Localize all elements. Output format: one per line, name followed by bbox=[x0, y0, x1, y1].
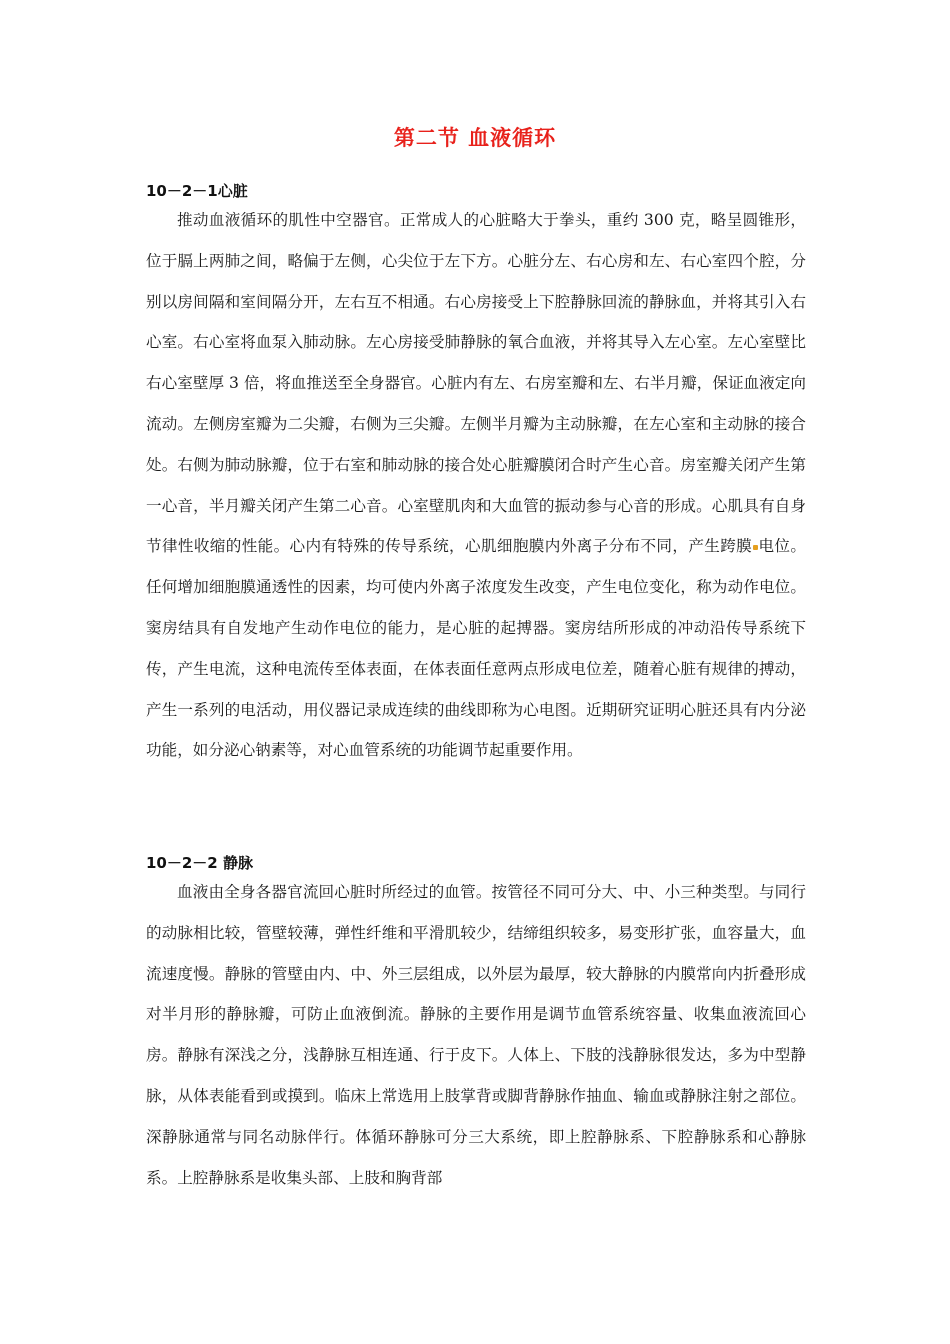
page-title: 第二节 血液循环 bbox=[393, 126, 557, 150]
section-paragraph-heart bbox=[146, 200, 806, 771]
section-heading-heart: 10－2－1心脏 bbox=[146, 182, 248, 200]
paragraph-text-part1: 推动血液循环的肌性中空器官。正常成人的心脏略大于拳头，重约 300 克，略呈圆锥形，位于膈上两肺之间，略偏于左侧，心尖位于左下方。心脏分左、右心房和左、右心室四个腔，分别以房间隔和室间隔分开，左右互不相通。右心房接受上下腔静脉回流的静脉血，并将其引入右心室。右心室将血泵入肺动脉。左心房接受肺静脉的氧合血液，并将其导入左心室。左心室壁比右心室壁厚 3 倍，将血推送至全身器官。心脏内有左、右房室瓣和左、右半月瓣，保证血液定向流动。左侧房室瓣为二尖瓣，右侧为三尖瓣。左侧半月瓣为主动脉瓣，在左心室和主动脉的接合处。右侧为肺动脉瓣，位于右室和肺动脉的接合处心脏瓣膜闭合时产生心音。房室瓣关闭产生第一心音，半月瓣关闭产生第二心音。心室壁肌肉和大血管的振动参与心音的形成。心肌具有自身节律性收缩的性能。心内有特殊的传导系统，心肌细胞膜内外离子分布不同，产生跨膜 bbox=[146, 211, 806, 556]
section-paragraph-veins: 血液由全身各器官流回心脏时所经过的血管。按管径不同可分大、中、小三种类型。与同行的动脉相比较，管壁较薄，弹性纤维和平滑肌较少，结缔组织较多，易变形扩张，血容量大，血流速度慢。静脉的管壁由内、中、外三层组成，以外层为最厚，较大静脉的内膜常向内折叠形成对半月形的静脉瓣，可防止血液倒流。静脉的主要作用是调节血管系统容量、收集血液流回心房。静脉有深浅之分，浅静脉互相连通、行于皮下。人体上、下肢的浅静脉很发达，多为中型静脉，从体表能看到或摸到。临床上常选用上肢掌背或脚背静脉作抽血、输血或静脉注射之部位。深静脉通常与同名动脉伴行。体循环静脉可分三大系统，即上腔静脉系、下腔静脉系和心静脉系。上腔静脉系是收集头部、上肢和胸背部 bbox=[146, 883, 806, 1187]
paragraph-text-part2: 电位。任何增加细胞膜通透性的因素，均可使内外离子浓度发生改变，产生电位变化，称为动作电位。窦房结具有自发地产生动作电位的能力，是心脏的起搏器。窦房结所形成的冲动沿传导系统下传，产生电流，这种电流传至体表面，在体表面任意两点形成电位差，随着心脏有规律的搏动，产生一系列的电活动，用仪器记录成连续的曲线即称为心电图。近期研究证明心脏还具有内分泌功能，如分泌心钠素等，对心血管系统的功能调节起重要作用。 bbox=[146, 537, 806, 760]
section-heading-veins: 10－2－2 静脉 bbox=[146, 854, 253, 872]
